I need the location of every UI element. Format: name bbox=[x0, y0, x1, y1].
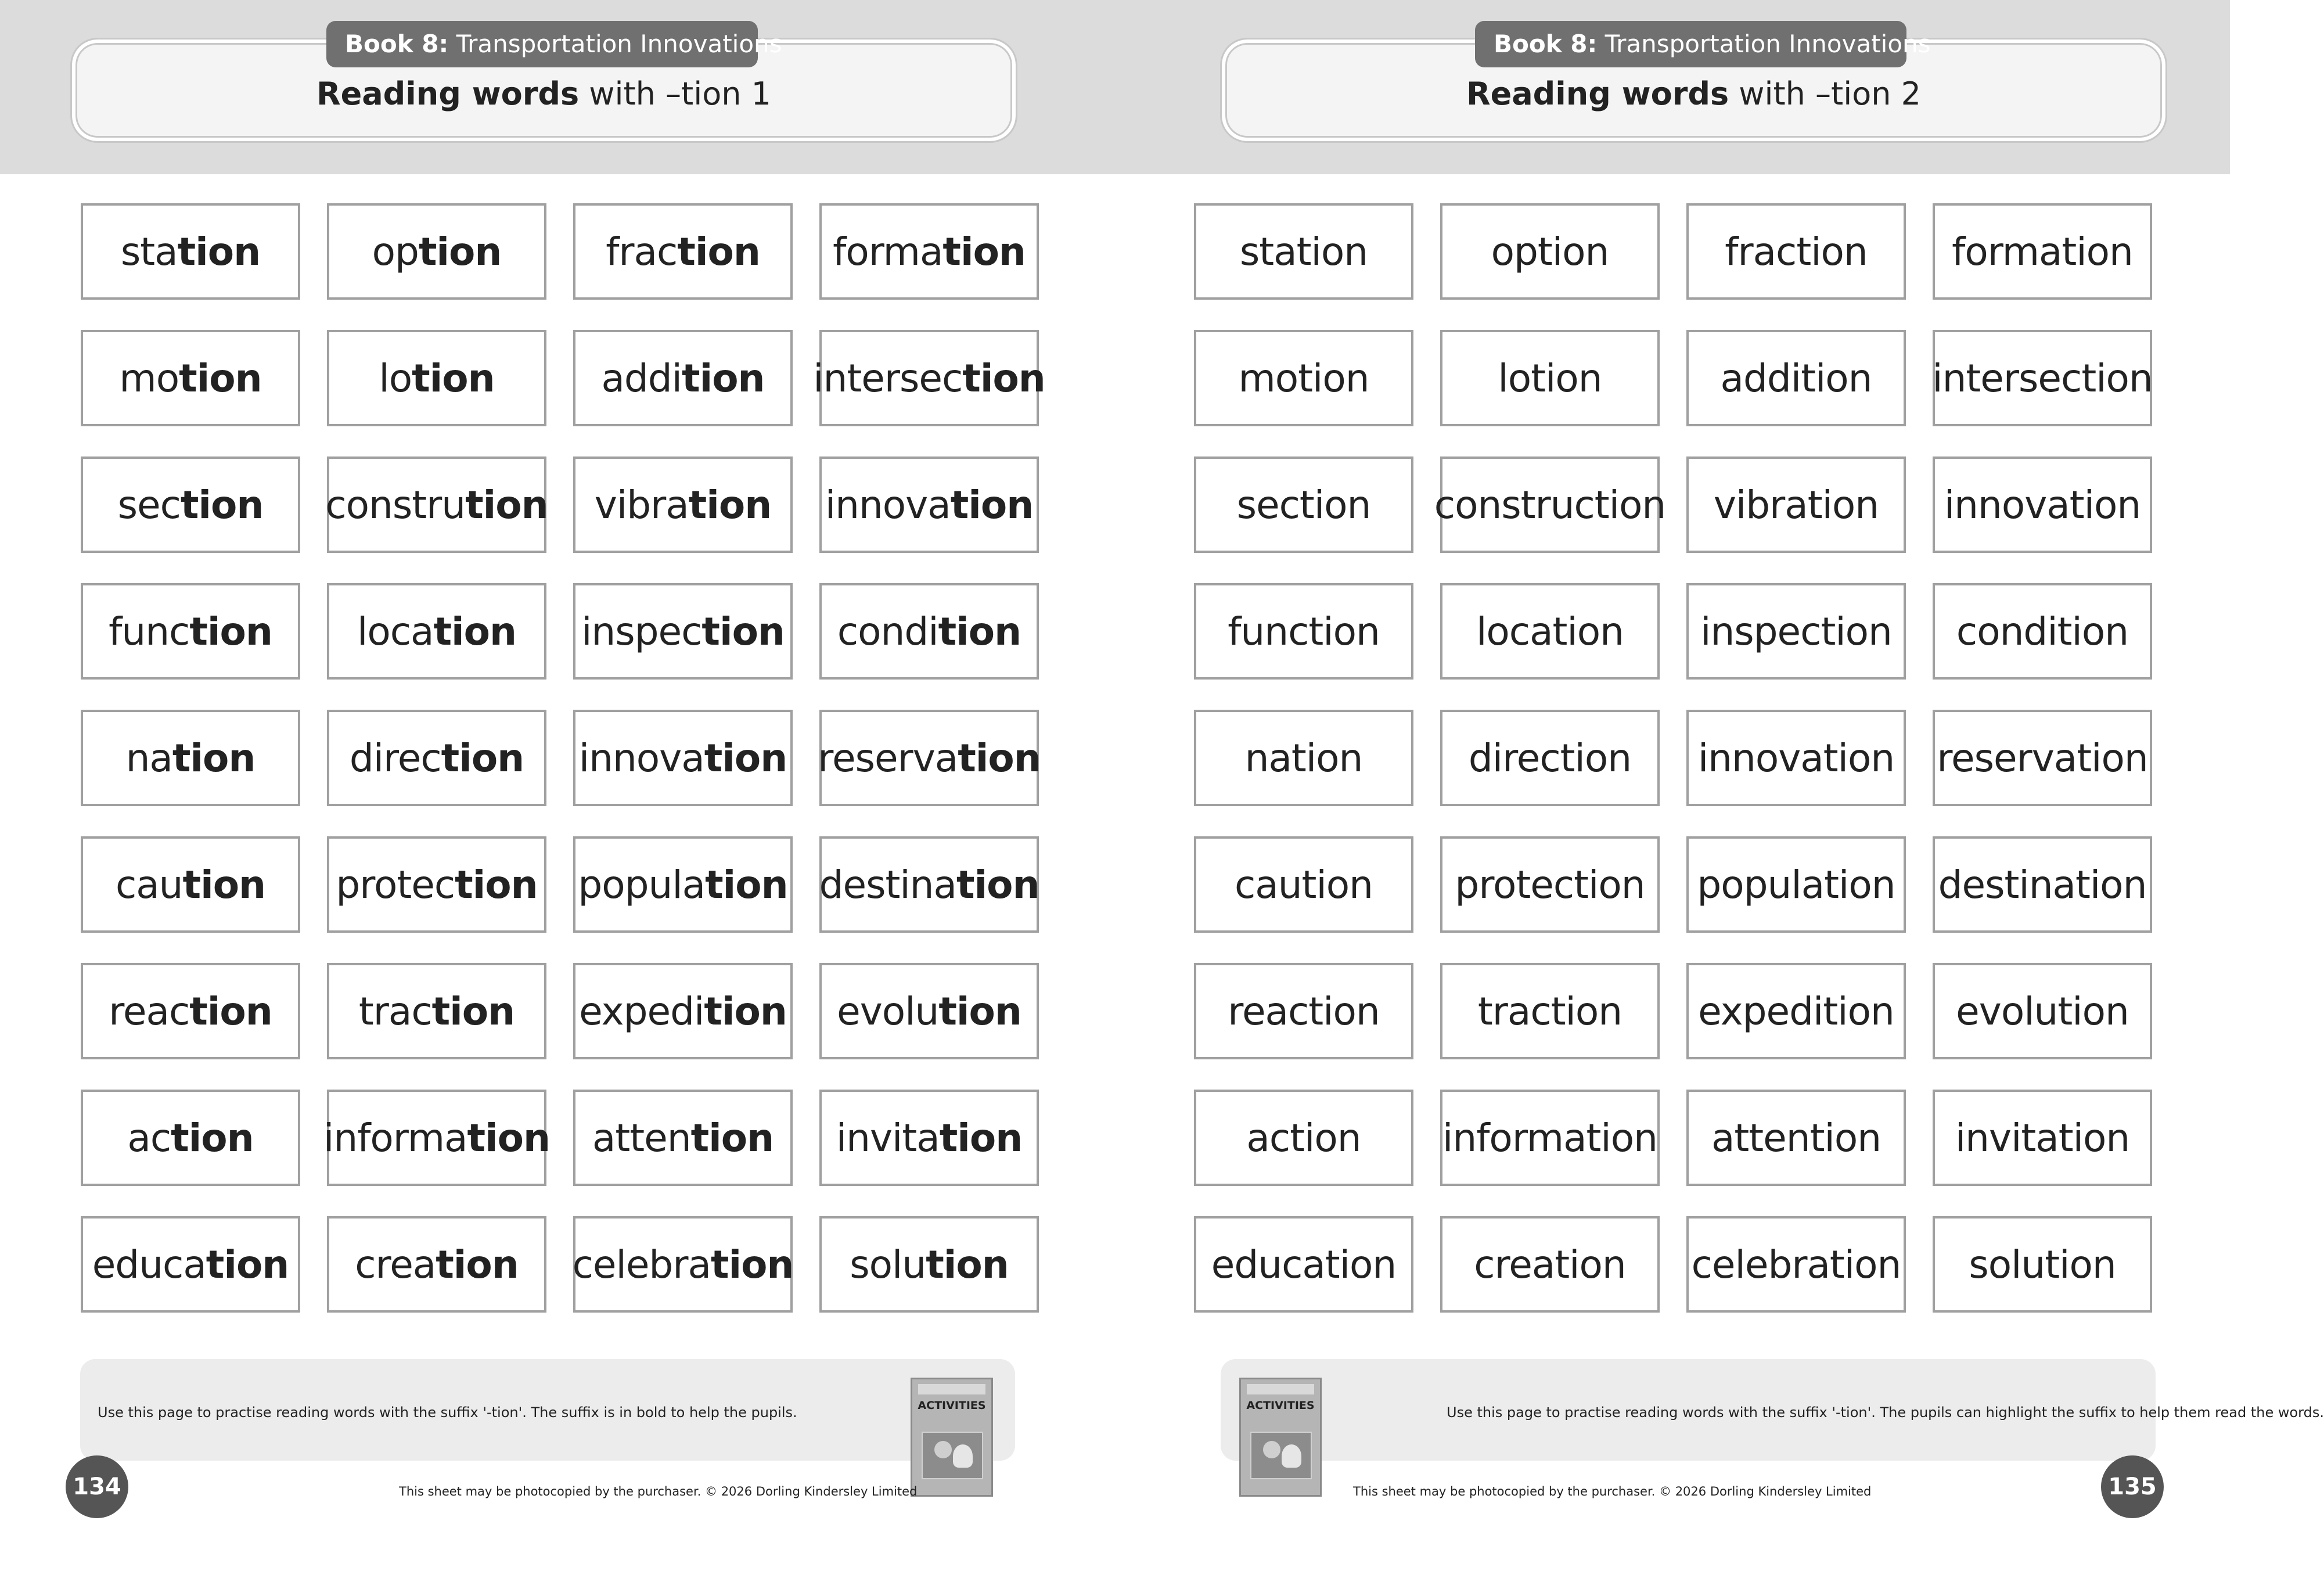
word-suffix: tion bbox=[682, 355, 765, 401]
word-stem: option bbox=[1491, 229, 1609, 274]
thumbnail-photo bbox=[922, 1432, 983, 1479]
word-card bbox=[819, 203, 1039, 300]
word-stem: forma bbox=[833, 229, 943, 274]
title-rest: with –tion 2 bbox=[1729, 76, 1921, 112]
word-card bbox=[327, 456, 546, 553]
word-suffix: tion bbox=[172, 735, 256, 781]
word-card bbox=[573, 330, 793, 426]
word-stem: section bbox=[1236, 482, 1371, 527]
word-suffix: tion bbox=[690, 1115, 774, 1160]
word-card bbox=[819, 456, 1039, 553]
word-card bbox=[819, 1216, 1039, 1313]
word-card bbox=[1440, 836, 1660, 933]
word-suffix: tion bbox=[939, 1115, 1023, 1160]
word-stem: innova bbox=[825, 482, 951, 527]
word-stem: direc bbox=[349, 735, 441, 781]
word-card bbox=[573, 1090, 793, 1186]
word-card bbox=[327, 203, 546, 300]
word-stem: evolution bbox=[1956, 989, 2129, 1034]
word-stem: func bbox=[109, 609, 190, 654]
thumbnail-photo bbox=[1250, 1432, 1312, 1479]
word-stem: direction bbox=[1468, 735, 1632, 781]
word-stem: celebration bbox=[1691, 1242, 1901, 1287]
word-stem: lo bbox=[379, 355, 412, 401]
word-card bbox=[323, 1090, 551, 1186]
word-card bbox=[81, 330, 300, 426]
word-suffix: tion bbox=[465, 482, 548, 527]
title-bold: Reading words bbox=[316, 76, 580, 112]
word-stem: expedi bbox=[579, 989, 704, 1034]
word-card bbox=[1686, 836, 1906, 933]
word-stem: expedition bbox=[1698, 989, 1894, 1034]
word-card bbox=[1194, 963, 1413, 1059]
word-card bbox=[819, 1090, 1039, 1186]
word-card bbox=[1686, 963, 1906, 1059]
word-stem: action bbox=[1246, 1115, 1361, 1160]
word-card bbox=[1434, 456, 1666, 553]
word-stem: invita bbox=[836, 1115, 940, 1160]
word-card bbox=[1933, 1216, 2152, 1313]
thumbnail-title: ACTIVITIES bbox=[918, 1399, 986, 1412]
teacher-note bbox=[1221, 1359, 2324, 1461]
word-card bbox=[573, 963, 793, 1059]
page-title bbox=[75, 76, 1012, 112]
word-suffix: tion bbox=[436, 1242, 519, 1287]
book-tab bbox=[1475, 21, 1931, 67]
word-stem: construction bbox=[1434, 482, 1666, 527]
word-card bbox=[1686, 1216, 1906, 1313]
word-card bbox=[81, 203, 300, 300]
word-card bbox=[1933, 1090, 2152, 1186]
word-stem: intersec bbox=[813, 355, 963, 401]
word-card bbox=[1194, 836, 1413, 933]
word-card bbox=[573, 1216, 793, 1313]
word-stem: nation bbox=[1244, 735, 1363, 781]
word-suffix: tion bbox=[704, 989, 787, 1034]
word-stem: population bbox=[1697, 862, 1895, 907]
word-card bbox=[573, 456, 793, 553]
word-stem: op bbox=[372, 229, 419, 274]
word-card bbox=[81, 963, 300, 1059]
word-stem: destination bbox=[1938, 862, 2147, 907]
copyright-line: This sheet may be photocopied by the purchaser. © 2026 Dorling Kindersley Limited bbox=[1353, 1484, 1872, 1498]
book-cover-thumbnail bbox=[911, 1378, 993, 1497]
word-card bbox=[1194, 456, 1413, 553]
word-suffix: tion bbox=[938, 989, 1021, 1034]
word-stem: attention bbox=[1711, 1115, 1881, 1160]
word-grid bbox=[1194, 203, 2152, 1313]
word-stem: reserva bbox=[818, 735, 958, 781]
word-suffix: tion bbox=[418, 229, 502, 274]
word-suffix: tion bbox=[962, 355, 1045, 401]
word-stem: vibration bbox=[1713, 482, 1879, 527]
word-suffix: tion bbox=[942, 229, 1026, 274]
word-suffix: tion bbox=[956, 862, 1039, 907]
word-card bbox=[327, 836, 546, 933]
word-stem: inspection bbox=[1700, 609, 1892, 654]
word-card bbox=[1440, 583, 1660, 680]
note-text: Use this page to practise reading words with the suffix '-tion'. The suffix is in bold to help the pupils. bbox=[98, 1404, 797, 1421]
thumbnail-title: ACTIVITIES bbox=[1246, 1399, 1315, 1412]
word-stem: innova bbox=[578, 735, 704, 781]
word-stem: creation bbox=[1474, 1242, 1626, 1287]
word-stem: fraction bbox=[1725, 229, 1868, 274]
word-card bbox=[813, 330, 1045, 426]
word-suffix: tion bbox=[182, 862, 266, 907]
word-stem: inspec bbox=[581, 609, 702, 654]
word-stem: protection bbox=[1455, 862, 1645, 907]
word-stem: evolu bbox=[837, 989, 939, 1034]
word-stem: sec bbox=[117, 482, 181, 527]
word-stem: addition bbox=[1720, 355, 1872, 401]
word-suffix: tion bbox=[701, 609, 785, 654]
word-card bbox=[1194, 583, 1413, 680]
word-stem: protec bbox=[336, 862, 455, 907]
word-card bbox=[1933, 710, 2152, 806]
word-stem: cau bbox=[115, 862, 183, 907]
word-stem: location bbox=[1476, 609, 1624, 654]
word-stem: condition bbox=[1956, 609, 2129, 654]
word-card bbox=[81, 836, 300, 933]
word-card bbox=[819, 583, 1039, 680]
word-stem: condi bbox=[837, 609, 938, 654]
book-label: Book 8: bbox=[345, 30, 449, 58]
word-suffix: tion bbox=[704, 735, 787, 781]
word-suffix: tion bbox=[180, 482, 264, 527]
word-card bbox=[327, 710, 546, 806]
page-number: 134 bbox=[66, 1455, 128, 1518]
word-card bbox=[81, 583, 300, 680]
word-stem: innovation bbox=[1944, 482, 2141, 527]
word-stem: informa bbox=[323, 1115, 467, 1160]
word-suffix: tion bbox=[433, 609, 516, 654]
word-stem: intersection bbox=[1932, 355, 2153, 401]
word-suffix: tion bbox=[688, 482, 772, 527]
word-suffix: tion bbox=[179, 355, 262, 401]
word-stem: reaction bbox=[1228, 989, 1380, 1034]
word-card bbox=[819, 836, 1039, 933]
word-stem: motion bbox=[1238, 355, 1369, 401]
word-card bbox=[81, 1216, 300, 1313]
thumbnail-banner bbox=[1247, 1384, 1314, 1394]
word-suffix: tion bbox=[206, 1242, 289, 1287]
word-card bbox=[1440, 710, 1660, 806]
word-suffix: tion bbox=[455, 862, 538, 907]
thumbnail-banner bbox=[918, 1384, 985, 1394]
word-card bbox=[573, 583, 793, 680]
word-suffix: tion bbox=[677, 229, 760, 274]
word-stem: solution bbox=[1969, 1242, 2116, 1287]
word-card bbox=[1440, 203, 1660, 300]
book-title: Transportation Innovations bbox=[456, 30, 782, 58]
word-card bbox=[573, 710, 793, 806]
word-card bbox=[327, 583, 546, 680]
word-stem: trac bbox=[358, 989, 432, 1034]
word-stem: formation bbox=[1952, 229, 2133, 274]
book-title: Transportation Innovations bbox=[1605, 30, 1931, 58]
word-card bbox=[1933, 456, 2152, 553]
word-suffix: tion bbox=[412, 355, 495, 401]
word-stem: celebra bbox=[572, 1242, 711, 1287]
word-suffix: tion bbox=[938, 609, 1021, 654]
word-stem: caution bbox=[1235, 862, 1373, 907]
word-card bbox=[1933, 203, 2152, 300]
word-card bbox=[1194, 710, 1413, 806]
word-stem: solu bbox=[850, 1242, 926, 1287]
word-card bbox=[819, 963, 1039, 1059]
word-stem: reservation bbox=[1937, 735, 2148, 781]
word-suffix: tion bbox=[441, 735, 524, 781]
word-stem: education bbox=[1211, 1242, 1397, 1287]
word-suffix: tion bbox=[958, 735, 1041, 781]
word-card bbox=[573, 836, 793, 933]
book-tab bbox=[326, 21, 782, 67]
word-stem: destina bbox=[819, 862, 956, 907]
word-card bbox=[1686, 203, 1906, 300]
word-stem: reac bbox=[109, 989, 190, 1034]
word-card bbox=[573, 203, 793, 300]
word-card bbox=[327, 1216, 546, 1313]
title-rest: with –tion 1 bbox=[579, 76, 771, 112]
word-stem: crea bbox=[355, 1242, 436, 1287]
word-card bbox=[1686, 583, 1906, 680]
word-card bbox=[81, 710, 300, 806]
word-suffix: tion bbox=[431, 989, 515, 1034]
word-suffix: tion bbox=[189, 609, 272, 654]
word-card bbox=[1686, 456, 1906, 553]
word-card bbox=[1686, 330, 1906, 426]
word-card bbox=[1440, 1216, 1660, 1313]
word-suffix: tion bbox=[189, 989, 272, 1034]
word-card bbox=[1194, 1090, 1413, 1186]
book-cover-thumbnail bbox=[1239, 1378, 1322, 1497]
word-card bbox=[1440, 1090, 1660, 1186]
page-number: 135 bbox=[2101, 1455, 2164, 1518]
word-stem: ac bbox=[127, 1115, 171, 1160]
word-stem: mo bbox=[119, 355, 179, 401]
word-suffix: tion bbox=[710, 1242, 794, 1287]
word-stem: sta bbox=[120, 229, 178, 274]
page-title bbox=[1225, 76, 2162, 112]
word-card bbox=[1933, 583, 2152, 680]
word-suffix: tion bbox=[467, 1115, 551, 1160]
word-card bbox=[1686, 1090, 1906, 1186]
word-stem: atten bbox=[592, 1115, 691, 1160]
word-card bbox=[1933, 963, 2152, 1059]
word-card bbox=[1194, 330, 1413, 426]
word-stem: lotion bbox=[1498, 355, 1602, 401]
word-card bbox=[1933, 836, 2152, 933]
word-card bbox=[1440, 963, 1660, 1059]
teacher-note bbox=[80, 1359, 1015, 1461]
word-card bbox=[81, 456, 300, 553]
word-card bbox=[81, 1090, 300, 1186]
word-stem: invitation bbox=[1955, 1115, 2130, 1160]
word-card bbox=[327, 330, 546, 426]
word-card bbox=[1194, 203, 1413, 300]
word-card bbox=[1440, 330, 1660, 426]
copyright-line: This sheet may be photocopied by the purchaser. © 2026 Dorling Kindersley Limited bbox=[399, 1484, 918, 1498]
word-suffix: tion bbox=[705, 862, 788, 907]
word-suffix: tion bbox=[177, 229, 261, 274]
word-stem: constru bbox=[325, 482, 466, 527]
word-stem: educa bbox=[92, 1242, 206, 1287]
word-stem: vibra bbox=[594, 482, 689, 527]
word-card bbox=[819, 710, 1039, 806]
word-stem: na bbox=[125, 735, 172, 781]
word-stem: popula bbox=[578, 862, 706, 907]
book-label: Book 8: bbox=[1494, 30, 1598, 58]
word-suffix: tion bbox=[950, 482, 1034, 527]
word-suffix: tion bbox=[171, 1115, 254, 1160]
word-stem: station bbox=[1239, 229, 1368, 274]
word-grid bbox=[81, 203, 1045, 1313]
word-card bbox=[1933, 330, 2152, 426]
word-stem: loca bbox=[357, 609, 434, 654]
word-stem: addi bbox=[601, 355, 682, 401]
title-bold: Reading words bbox=[1466, 76, 1729, 112]
word-card bbox=[327, 963, 546, 1059]
word-suffix: tion bbox=[926, 1242, 1009, 1287]
word-stem: function bbox=[1228, 609, 1380, 654]
word-card bbox=[1194, 1216, 1413, 1313]
page-left bbox=[0, 0, 1115, 1578]
word-card bbox=[1686, 710, 1906, 806]
word-stem: traction bbox=[1477, 989, 1623, 1034]
page-right bbox=[1115, 0, 2324, 1578]
word-stem: information bbox=[1442, 1115, 1657, 1160]
word-stem: innovation bbox=[1697, 735, 1895, 781]
note-text: Use this page to practise reading words with the suffix '-tion'. The pupils can highlight the suffix to help them read the words. bbox=[1447, 1404, 2324, 1421]
word-stem: frac bbox=[606, 229, 678, 274]
